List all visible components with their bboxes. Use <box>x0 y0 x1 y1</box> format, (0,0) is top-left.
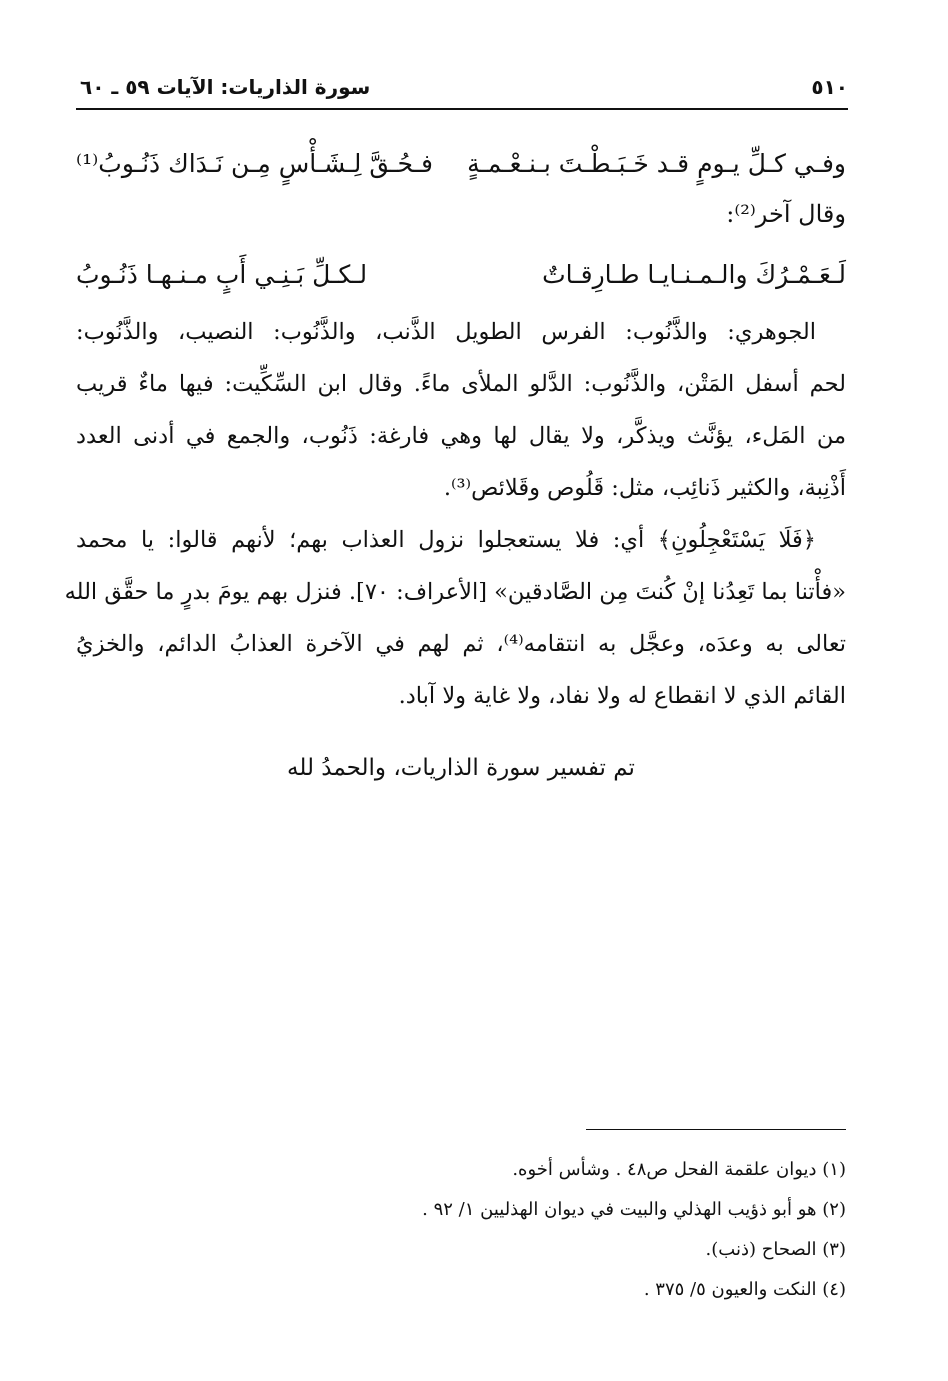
verse-2-ajuz: لـكـلِّ بَـنِـي أَبٍ مـنـهـا ذَنُـوبُ <box>76 259 368 289</box>
poetry-verse-1 <box>76 141 846 185</box>
surah-closing: تم تفسير سورة الذاريات، والحمدُ لله <box>287 755 635 781</box>
quote-intro: وقال آخر⁽²⁾: <box>726 200 846 228</box>
paragraph-line: ﴿فَلَا يَسْتَعْجِلُونِ﴾ أي: فلا يستعجلوا نزول العذاب بهم؛ لأنهم قالوا: يا محمد <box>76 527 816 553</box>
verse-2-sadr: لَـعَـمْـرُكَ والـمـنـايـا طـارِقـاتٌ <box>542 259 846 289</box>
page-header <box>80 72 848 102</box>
footnote-1: (١) ديوان علقمة الفحل ص٤٨ . وشأس أخوه. <box>512 1159 846 1180</box>
footnote-rule <box>586 1129 846 1130</box>
verse-1-ajuz: فـحُـقَّ لِـشَـأْسٍ مِـن نَـدَاك ذَنُـوبُ⁽¹⁾ <box>76 148 433 178</box>
paragraph-line: لحم أسفل المَتْن، والذَّنُوب: الدَّلو الملأى ماءً. وقال ابن السِّكِّيت: فيها ماءٌ قريب <box>76 371 846 397</box>
paragraph-line: الجوهري: والذَّنُوب: الفرس الطويل الذَّنب، والذَّنُوب: النصيب، والذَّنُوب: <box>76 319 816 345</box>
verse-1-sadr: وفـي كـلِّ يـومٍ قـد خَـبَـطْـتَ بـنـعْـمـةٍ <box>467 148 846 178</box>
page-number: ٥١٠ <box>811 75 848 99</box>
header-rule <box>76 108 848 110</box>
poetry-verse-2 <box>76 252 846 296</box>
jawhari-paragraph <box>76 306 846 514</box>
footnotes <box>146 1150 846 1310</box>
footnote-3: (٣) الصحاح (ذنب). <box>705 1239 846 1260</box>
paragraph-line: تعالى به وعدَه، وعجَّل به انتقامه⁽⁴⁾، ثم لهم في الآخرة العذابُ الدائم، والخزيُ <box>76 631 846 657</box>
running-title: سورة الذاريات: الآيات ٥٩ ـ ٦٠ <box>80 75 371 99</box>
tafsir-paragraph <box>64 514 846 722</box>
paragraph-line: القائم الذي لا انقطاع له ولا نفاد، ولا غاية ولا آباد. <box>398 683 846 709</box>
footnote-2: (٢) هو أبو ذؤيب الهذلي والبيت في ديوان الهذليين ١/ ٩٢ . <box>422 1199 846 1220</box>
paragraph-line: «فأْتنا بما تَعِدُنا إنْ كُنتَ مِن الصَّادقين» [الأعراف: ٧٠]. فنزل بهم يومَ بدرٍ ما حقَّق الله <box>64 579 846 605</box>
paragraph-line: أَذْنِبة، والكثير ذَنائِب، مثل: قَلُوص وقَلائص⁽³⁾. <box>443 475 846 501</box>
paragraph-line: من المَلء، يؤنَّث ويذكَّر، ولا يقال لها وهي فارغة: ذَنُوب، والجمع في أدنى العدد <box>76 423 846 449</box>
footnote-4: (٤) النكت والعيون ٥/ ٣٧٥ . <box>643 1279 846 1300</box>
